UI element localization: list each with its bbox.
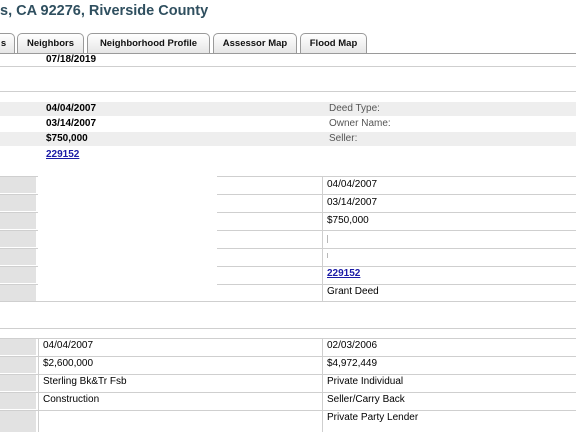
divider	[0, 66, 576, 67]
divider	[0, 356, 576, 357]
column-divider	[322, 338, 323, 432]
row-label-cell	[0, 392, 36, 410]
transfer-sale-date: 03/14/2007	[327, 197, 378, 208]
empty-value-mark	[327, 253, 328, 258]
divider	[0, 91, 576, 92]
tab-neighbors[interactable]: Neighbors	[17, 33, 84, 53]
last-updated-date: 07/18/2019	[46, 54, 97, 65]
document-number-link[interactable]: 229152	[46, 149, 80, 160]
row-label-cell	[0, 248, 36, 266]
blank-panel	[38, 176, 217, 300]
summary-row	[0, 102, 576, 116]
page-title: s, CA 92276, Riverside County	[0, 3, 209, 19]
row-label-cell	[0, 212, 36, 230]
seller-label: Seller:	[329, 133, 358, 144]
transfer-recording-date: 04/04/2007	[327, 179, 378, 190]
tab-flood-map[interactable]: Flood Map	[300, 33, 367, 53]
divider	[0, 301, 576, 302]
summary-row	[0, 132, 576, 146]
sale-price: $750,000	[46, 133, 88, 144]
row-label-cell	[0, 284, 36, 302]
summary-row	[0, 117, 576, 131]
mortgage-amount-2: $4,972,449	[327, 358, 378, 369]
tab-partial[interactable]: s	[0, 33, 15, 53]
divider	[0, 374, 576, 375]
divider	[0, 328, 576, 329]
row-label-cell	[0, 176, 36, 194]
mortgage-amount: $2,600,000	[43, 358, 94, 369]
owner-name-label: Owner Name:	[329, 118, 391, 129]
transfer-sale-price: $750,000	[327, 215, 369, 226]
tab-assessor-map[interactable]: Assessor Map	[213, 33, 297, 53]
row-label-cell	[0, 410, 36, 433]
row-label-cell	[0, 230, 36, 248]
mortgage-lender: Sterling Bk&Tr Fsb	[43, 376, 127, 387]
mortgage-date: 04/04/2007	[43, 340, 94, 351]
sale-date: 03/14/2007	[46, 118, 97, 129]
column-divider	[38, 338, 39, 432]
empty-value-mark	[327, 235, 328, 243]
row-label-cell	[0, 338, 36, 356]
divider	[0, 338, 576, 339]
transfer-document-link[interactable]: 229152	[327, 268, 361, 279]
recording-date: 04/04/2007	[46, 103, 97, 114]
mortgage-type: Construction	[43, 394, 100, 405]
mortgage-date-2: 02/03/2006	[327, 340, 378, 351]
row-label-cell	[0, 374, 36, 392]
deed-type-label: Deed Type:	[329, 103, 380, 114]
tab-bar	[0, 33, 576, 54]
mortgage-lender-2: Private Individual	[327, 376, 404, 387]
tab-neighborhood-profile[interactable]: Neighborhood Profile	[87, 33, 210, 53]
row-label-cell	[0, 266, 36, 284]
mortgage-lender-type-2: Private Party Lender	[327, 412, 419, 423]
divider	[0, 410, 576, 411]
divider	[0, 392, 576, 393]
row-label-cell	[0, 356, 36, 374]
row-label-cell	[0, 194, 36, 212]
mortgage-type-2: Seller/Carry Back	[327, 394, 405, 405]
column-divider	[322, 176, 323, 301]
transfer-deed-type: Grant Deed	[327, 286, 379, 297]
